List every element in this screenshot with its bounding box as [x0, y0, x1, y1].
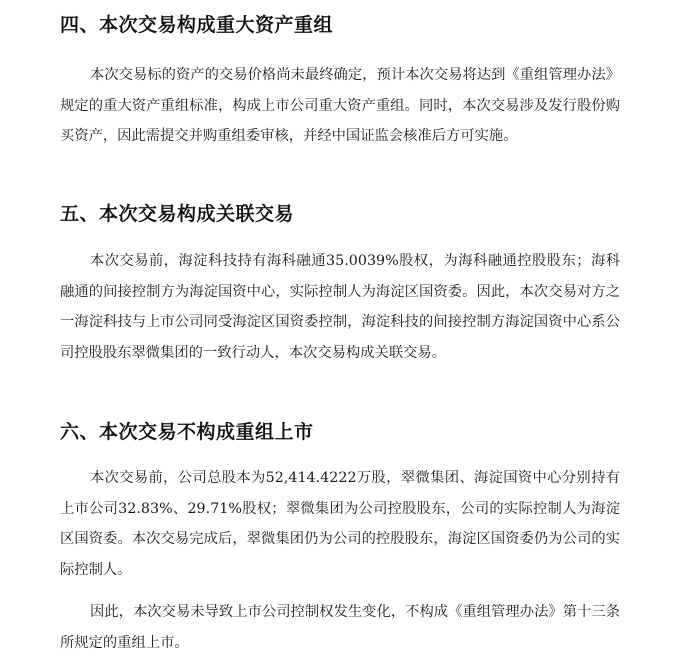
section-heading-4: 四、本次交易构成重大资产重组	[60, 14, 334, 36]
section-heading-5: 五、本次交易构成关联交易	[60, 203, 295, 225]
section-4-paragraph: 本次交易标的资产的交易价格尚未最终确定，预计本次交易将达到《重组管理办法》规定的重大资产重组标准，构成上市公司重大资产重组。同时，本次交易涉及发行股份购买资产，因此需提交并购重组委审核，并经中国证监会核准后方可实施。	[60, 67, 620, 144]
section-heading-6: 六、本次交易不构成重组上市	[60, 421, 314, 443]
section-6-paragraph-2: 因此，本次交易未导致上市公司控制权发生变化，不构成《重组管理办法》第十三条所规定的重组上市。	[60, 604, 620, 651]
section-5-paragraph: 本次交易前，海淀科技持有海科融通35.0039%股权，为海科融通控股股东；海科融通的间接控制方为海淀国资中心，实际控制人为海淀区国资委。因此，本次交易对方之一海淀科技与上市公司同受海淀区国资委控制，海淀科技的间接控制方海淀国资中心系公司控股股东翠微集团的一致行动人，本次交易构成关联交易。	[60, 253, 620, 361]
section-6-paragraph-1: 本次交易前，公司总股本为52,414.4222万股，翠微集团、海淀国资中心分别持有上市公司32.83%、29.71%股权；翠微集团为公司控股股东，公司的实际控制人为海淀区国资委。本次交易完成后，翠微集团仍为公司的控股股东，海淀区国资委仍为公司的实际控制人。	[60, 470, 620, 578]
